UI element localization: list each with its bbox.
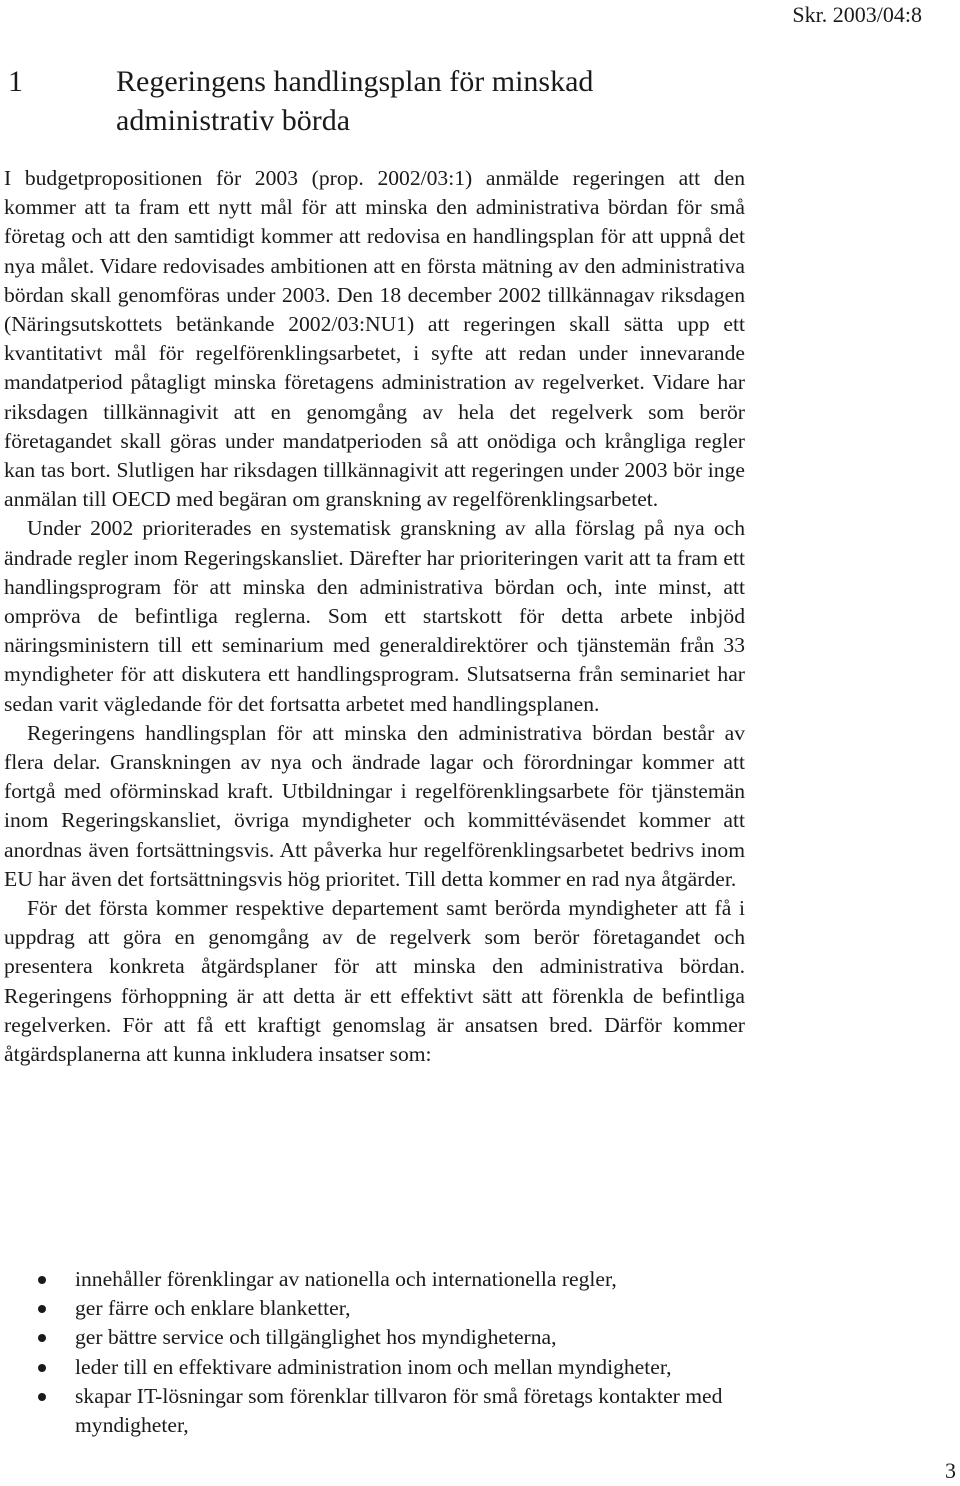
paragraph-2: Under 2002 prioriterades en systematisk granskning av alla förslag på nya och ändrade regler inom Regeringskansliet. Därefter har prioriteringen varit att ta fram ett handlingsprogram för att minska den administrativa bördan och, inte minst, att ompröva de befintliga reglerna. Som ett startskott för detta arbete inbjöd näringsministern till ett seminarium med generaldirektörer och tjänstemän från 33 myndigheter för att diskutera ett handlingsprogram. Slutsatserna från seminariet har sedan varit vägledande för det fortsatta arbetet med handlingsplanen. [4,516,745,716]
section-heading [8,62,748,140]
section-number: 1 [8,65,23,98]
bullet-icon [38,1393,46,1401]
bullet-icon [38,1276,46,1284]
bullet-icon [38,1334,46,1342]
section-title: Regeringens handlingsplan för minskad administrativ börda [116,65,594,137]
bullet-icon [38,1364,46,1372]
list-item-text: leder till en effektivare administration inom och mellan myndigheter, [75,1354,672,1379]
list-item-text: skapar IT-lösningar som förenklar tillvaron för små företags kontakter med myndigheter, [75,1383,723,1438]
paragraph-1: I budgetpropositionen för 2003 (prop. 2002/03:1) anmälde regeringen att den kommer att ta fram ett nytt mål för att minska den administrativa bördan för små företag och att den samtidigt kommer att redovisa en handlingsplan för att uppnå det nya målet. Vidare redovisades ambitionen att en första mätning av den administrativa bördan skall genomföras under 2003. Den 18 december 2002 tillkännagav riksdagen (Näringsutskottets betänkande 2002/03:NU1) att regeringen skall sätta upp ett kvantitativt mål för regelförenklingsarbetet, i syfte att redan under innevarande mandatperiod påtagligt minska företagens administration av regelverket. Vidare har riksdagen tillkännagivit att en genomgång av hela det regelverk som berör företagandet skall göras under mandatperioden så att onödiga och krångliga regler kan tas bort. Slutligen har riksdagen tillkännagivit att regeringen under 2003 bör inge anmälan till OECD med begäran om granskning av regelförenklingsarbetet. [4,166,745,512]
bullet-icon [38,1305,46,1313]
list-item [4,1353,745,1382]
paragraph-4: För det första kommer respektive departement samt berörda myndigheter att få i uppdrag att göra en genomgång av de regelverk som berör företagandet och presentera konkreta åtgärdsplaner för att minska den administrativa bördan. Regeringens förhoppning är att detta är ett effektivt sätt att förenkla de befintliga regelverken. För att få ett kraftigt genomslag är ansatsen bred. Därför kommer åtgärdsplanerna att kunna inkludera insatser som: [4,896,745,1067]
list-item-text: innehåller förenklingar av nationella och internationella regler, [75,1267,617,1291]
paragraph-3: Regeringens handlingsplan för att minska den administrativa bördan består av flera delar. Granskningen av nya och ändrade lagar och förordningar kommer att fortgå med oförminskad kraft. Utbildningar i regelförenklingsarbete för tjänstemän inom Regeringskansliet, övriga myndigheter och kommittéväsendet kommer att anordnas även fortsättningsvis. Att påverka hur regelförenklingsarbetet bedrivs inom EU har även det fortsättningsvis hög prioritet. Till detta kommer en rad nya åtgärder. [4,720,745,891]
page-number: 3 [945,1458,956,1483]
list-item [4,1294,745,1323]
list-item [4,1265,745,1294]
measures-list [4,1265,745,1440]
document-id: Skr. 2003/04:8 [792,2,922,27]
list-item [4,1323,745,1352]
body-text [4,164,745,1069]
list-item-text: ger färre och enklare blanketter, [75,1296,351,1321]
list-item-text: ger bättre service och tillgänglighet hos myndigheterna, [75,1325,557,1350]
list-item [4,1382,745,1440]
